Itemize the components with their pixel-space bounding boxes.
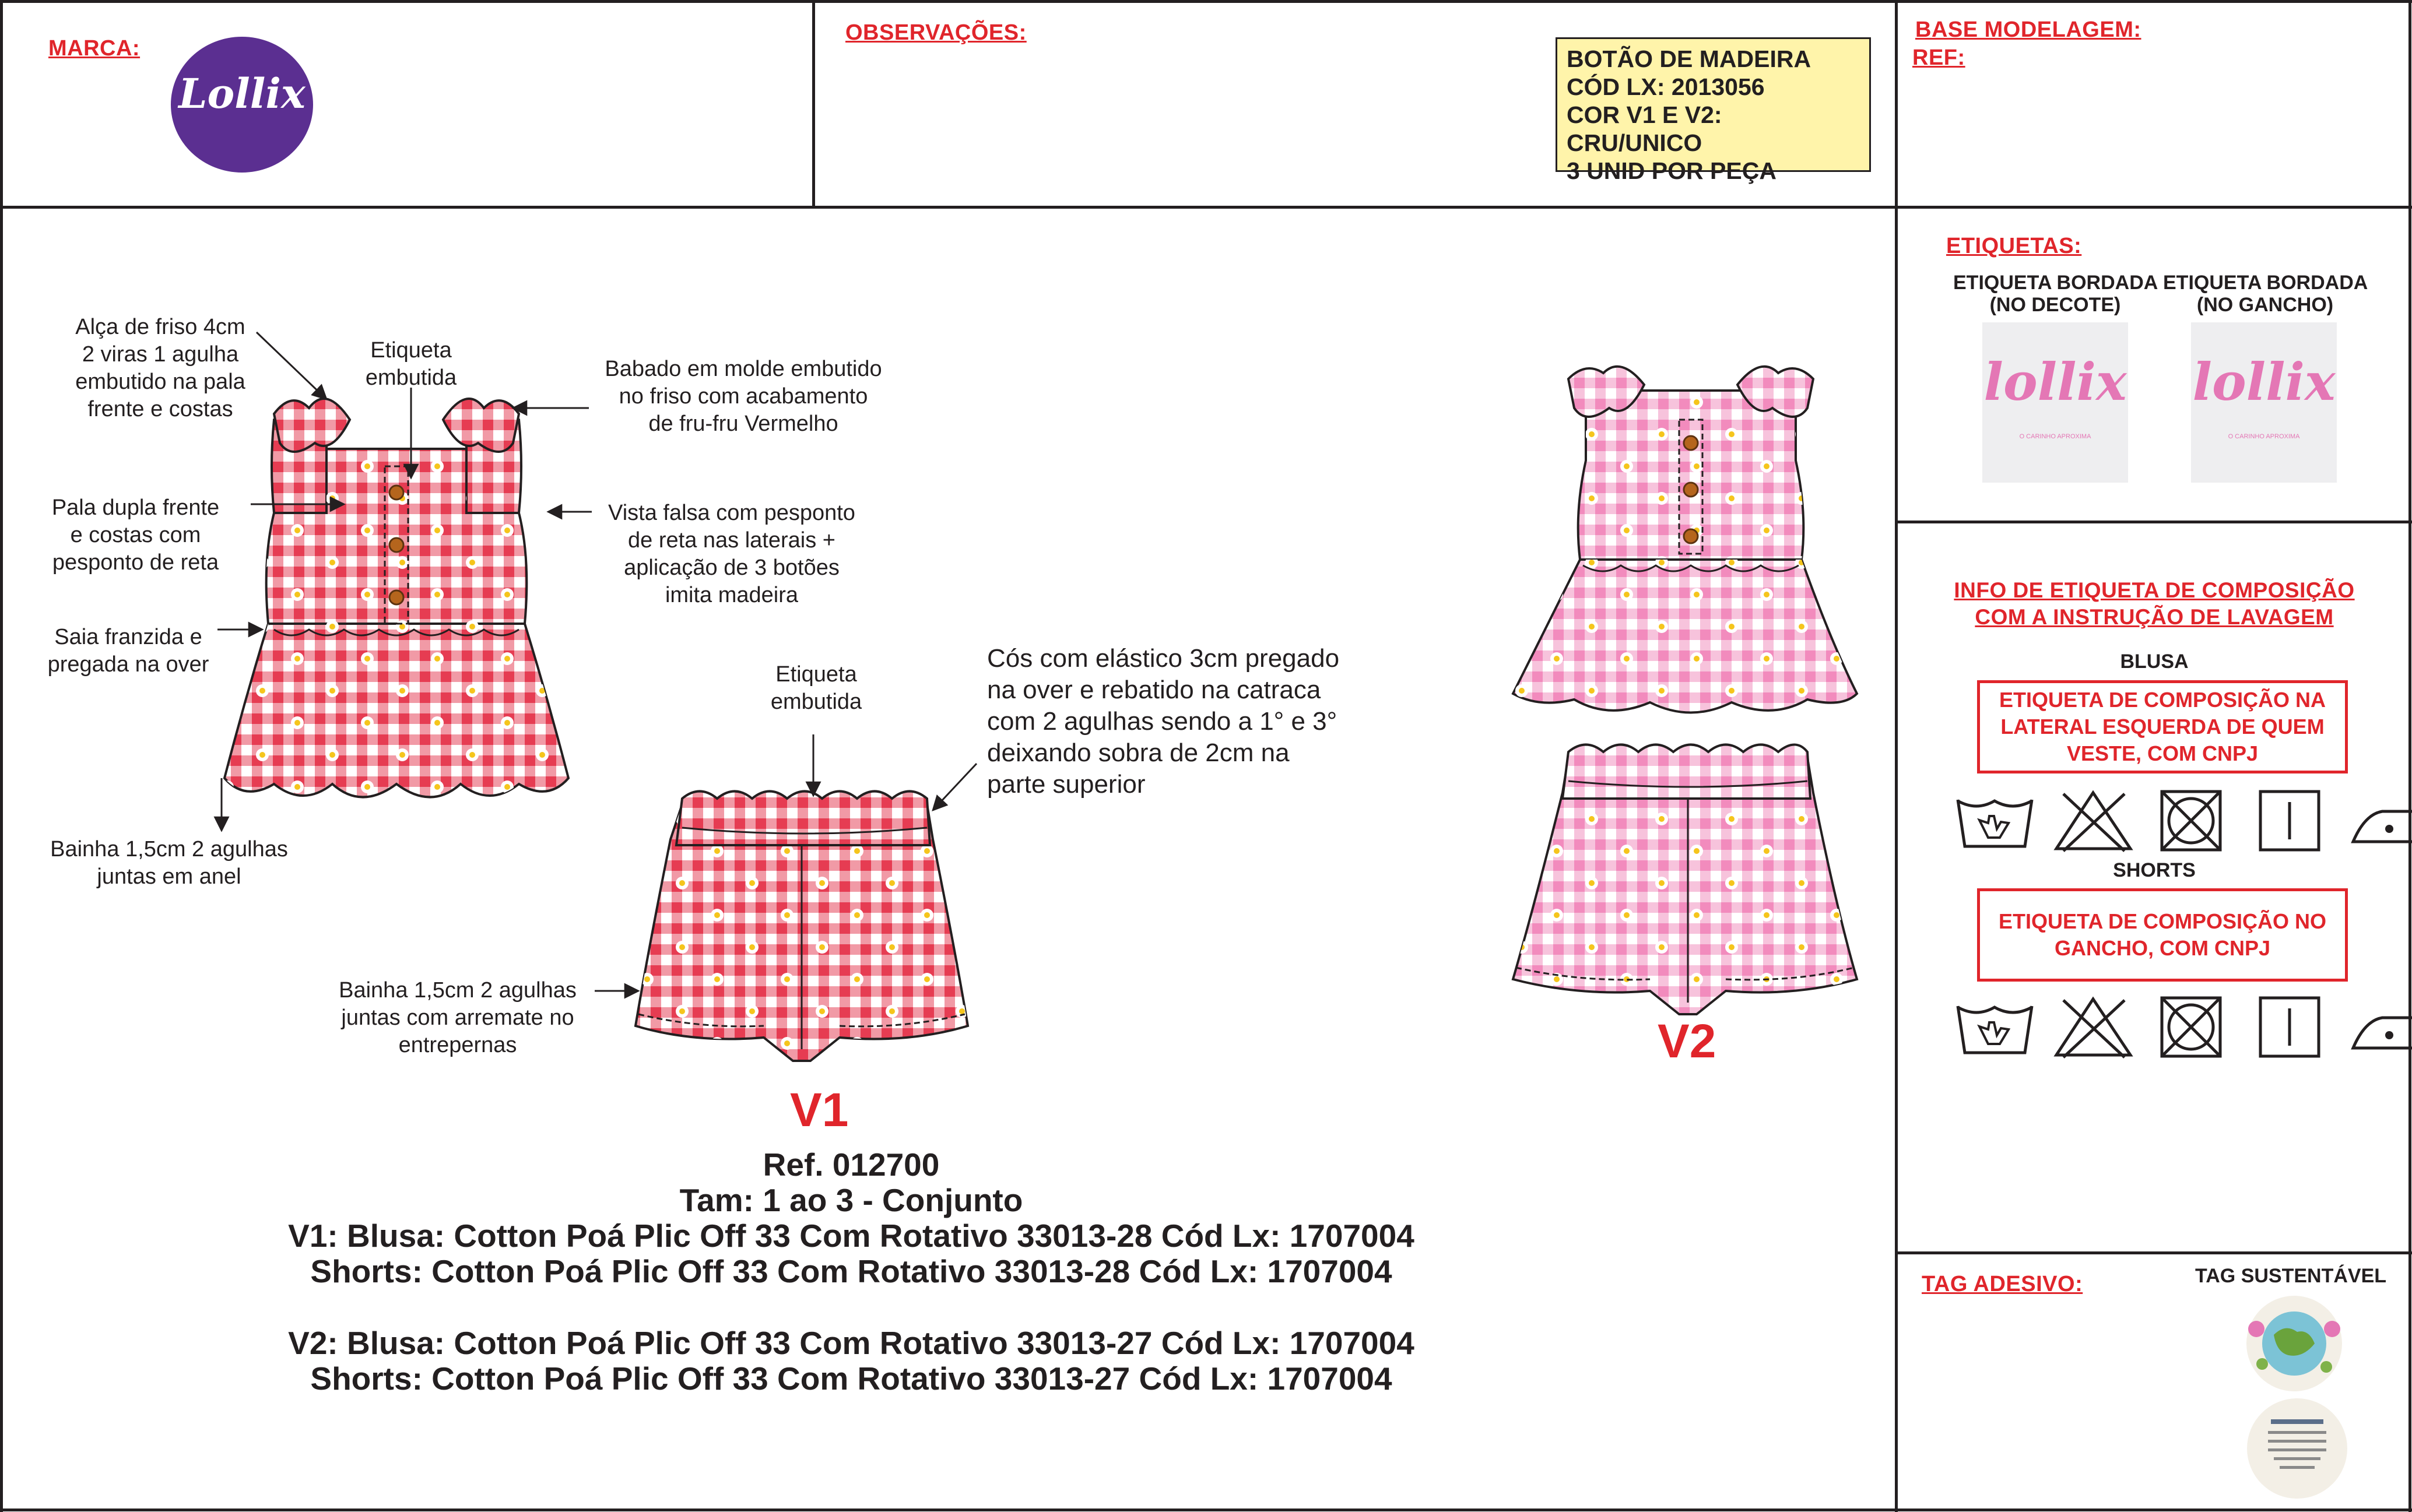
note-line: Saia franzida e bbox=[54, 625, 202, 649]
do-not-tumble-dry-icon bbox=[2150, 994, 2234, 1060]
tag-subtitle: O CARINHO APROXIMA bbox=[2019, 433, 2091, 440]
note-line: de fru-fru Vermelho bbox=[648, 412, 838, 436]
box-line: VESTE, COM CNPJ bbox=[2066, 741, 2259, 765]
brand-label: MARCA: bbox=[48, 36, 141, 61]
v1-shorts bbox=[636, 792, 968, 1061]
caption-line: ETIQUETA BORDADA bbox=[1953, 272, 2158, 294]
note-line: de reta nas laterais + bbox=[628, 528, 835, 553]
note-line: pesponto de reta bbox=[52, 550, 219, 575]
wash-by-hand-icon bbox=[1953, 788, 2037, 853]
ref-v1-shorts: Shorts: Cotton Poá Plic Off 33 Com Rotativo 33013-28 Cód Lx: 1707004 bbox=[310, 1253, 1392, 1289]
composition-title bbox=[1898, 577, 2411, 631]
note-line: Pala dupla frente bbox=[51, 495, 220, 520]
hook-embroidered-tag bbox=[2191, 322, 2337, 483]
shorts-composition-box bbox=[1977, 888, 2348, 982]
ref-number: Ref. 012700 bbox=[763, 1147, 940, 1183]
note-placket bbox=[598, 500, 866, 609]
variant-v2-label: V2 bbox=[1658, 1015, 1716, 1068]
note-line: no friso com acabamento bbox=[619, 384, 868, 409]
title-line: COM A INSTRUÇÃO DE LAVAGEM bbox=[1975, 605, 2334, 629]
note-line: Etiqueta bbox=[370, 338, 452, 363]
frame-right bbox=[2409, 0, 2411, 1512]
note-line: deixando sobra de 2cm na bbox=[987, 739, 1290, 767]
caption-line: (NO DECOTE) bbox=[1989, 294, 2121, 316]
v2-shorts bbox=[1513, 745, 1857, 1015]
v2-blouse bbox=[1513, 367, 1857, 713]
hook-label-caption bbox=[2163, 272, 2367, 316]
note-line: Vista falsa com pesponto bbox=[608, 501, 855, 525]
note-line: aplicação de 3 botões bbox=[624, 555, 840, 580]
wash-by-hand-icon bbox=[1953, 994, 2037, 1060]
button-note-line: COR V1 E V2: CRU/UNICO bbox=[1567, 101, 1722, 156]
box-line: LATERAL ESQUERDA DE QUEM bbox=[2000, 715, 2325, 739]
header-col-1 bbox=[812, 0, 815, 208]
neck-embroidered-tag bbox=[1982, 322, 2128, 483]
frame-bottom bbox=[0, 1509, 2412, 1511]
note-line: e costas com bbox=[70, 523, 201, 547]
garment-illustration bbox=[0, 210, 1892, 1172]
note-line: embutido na pala bbox=[75, 370, 245, 394]
note-hem-top bbox=[41, 836, 297, 891]
title-line: INFO DE ETIQUETA DE COMPOSIÇÃO bbox=[1954, 578, 2355, 602]
note-line: Etiqueta bbox=[775, 662, 857, 687]
blouse-composition-box bbox=[1977, 680, 2348, 773]
note-line: parte superior bbox=[987, 770, 1146, 799]
note-line: Bainha 1,5cm 2 agulhas bbox=[339, 978, 577, 1003]
note-line: Alça de friso 4cm bbox=[75, 315, 245, 339]
note-line: imita madeira bbox=[665, 583, 799, 607]
line-dry-icon bbox=[2249, 788, 2332, 853]
ref-v2-blouse: V2: Blusa: Cotton Poá Plic Off 33 Com Rotativo 33013-27 Cód Lx: 1707004 bbox=[288, 1325, 1414, 1361]
do-not-tumble-dry-icon bbox=[2150, 788, 2234, 853]
note-line: juntas com arremate no bbox=[341, 1005, 574, 1030]
do-not-bleach-icon bbox=[2052, 788, 2135, 853]
note-line: juntas em anel bbox=[97, 864, 241, 889]
sustainable-tag-globe bbox=[2233, 1294, 2355, 1393]
variant-v1-label: V1 bbox=[790, 1084, 849, 1137]
note-line: com 2 agulhas sendo a 1° e 3° bbox=[987, 707, 1337, 736]
button-note-line: CÓD LX: 2013056 bbox=[1567, 73, 1765, 100]
note-line: 2 viras 1 agulha bbox=[82, 342, 239, 367]
caption-line: (NO GANCHO) bbox=[2196, 294, 2334, 316]
box-line: ETIQUETA DE COMPOSIÇÃO NA bbox=[1999, 688, 2326, 712]
button-note-line: 3 UNID POR PEÇA bbox=[1567, 157, 1776, 184]
note-line: frente e costas bbox=[87, 397, 233, 421]
line-dry-icon bbox=[2249, 994, 2332, 1060]
note-strap bbox=[58, 314, 262, 423]
labels-title: ETIQUETAS: bbox=[1946, 234, 2082, 258]
note-yoke bbox=[41, 494, 230, 576]
brand-logo bbox=[171, 37, 313, 173]
tag-logo: lollix bbox=[2192, 351, 2336, 412]
tag-title: TAG ADESIVO: bbox=[1922, 1272, 2083, 1296]
note-line: na over e rebatido na catraca bbox=[987, 676, 1321, 704]
header-divider bbox=[0, 206, 2412, 209]
note-label-top bbox=[350, 337, 472, 392]
brand-logo-text: Lollix bbox=[178, 69, 306, 118]
note-label-shorts bbox=[755, 661, 877, 716]
shorts-care-symbols bbox=[1953, 994, 2412, 1060]
note-line: embutida bbox=[365, 365, 457, 390]
sustainable-tag-back bbox=[2245, 1396, 2350, 1501]
note-line: Bainha 1,5cm 2 agulhas bbox=[50, 837, 288, 862]
panel-div-1 bbox=[1895, 521, 2412, 523]
note-skirt bbox=[41, 624, 216, 678]
box-line: GANCHO, COM CNPJ bbox=[2054, 936, 2271, 960]
note-line: Cós com elástico 3cm pregado bbox=[987, 644, 1340, 673]
note-line: Babado em molde embutido bbox=[605, 357, 882, 381]
neck-label-caption bbox=[1953, 272, 2157, 316]
base-label: BASE MODELAGEM: bbox=[1915, 17, 2141, 42]
tag-logo: lollix bbox=[1983, 351, 2127, 412]
button-note-line: BOTÃO DE MADEIRA bbox=[1567, 45, 1811, 72]
observations-label: OBSERVAÇÕES: bbox=[845, 20, 1027, 45]
blouse-care-symbols bbox=[1953, 788, 2412, 853]
frame-top bbox=[0, 0, 2412, 3]
panel-div-2 bbox=[1895, 1251, 2412, 1254]
note-line: embutida bbox=[770, 690, 862, 714]
note-waistband bbox=[987, 643, 1395, 800]
do-not-bleach-icon bbox=[2052, 994, 2135, 1060]
v1-blouse bbox=[224, 399, 568, 797]
note-line: entrepernas bbox=[398, 1033, 517, 1057]
note-ruffle bbox=[592, 356, 895, 438]
iron-low-icon bbox=[2347, 994, 2412, 1060]
main-col bbox=[1895, 0, 1898, 1512]
blouse-label: BLUSA bbox=[2120, 650, 2189, 673]
ref-size: Tam: 1 ao 3 - Conjunto bbox=[679, 1182, 1023, 1218]
ref-v1-blouse: V1: Blusa: Cotton Poá Plic Off 33 Com Rotativo 33013-28 Cód Lx: 1707004 bbox=[288, 1218, 1414, 1254]
ref-label: REF: bbox=[1912, 45, 1965, 70]
note-hem-shorts bbox=[326, 977, 589, 1059]
ref-v2-shorts: Shorts: Cotton Poá Plic Off 33 Com Rotativo 33013-27 Cód Lx: 1707004 bbox=[310, 1360, 1392, 1397]
shorts-label: SHORTS bbox=[2113, 859, 2196, 881]
caption-line: ETIQUETA BORDADA bbox=[2163, 272, 2368, 294]
button-note bbox=[1556, 37, 1871, 184]
iron-low-icon bbox=[2347, 788, 2412, 853]
note-line: pregada na over bbox=[47, 652, 209, 677]
sustainable-tag-caption: TAG SUSTENTÁVEL bbox=[2195, 1265, 2387, 1287]
tag-subtitle: O CARINHO APROXIMA bbox=[2228, 433, 2300, 440]
box-line: ETIQUETA DE COMPOSIÇÃO NO bbox=[1998, 909, 2327, 933]
